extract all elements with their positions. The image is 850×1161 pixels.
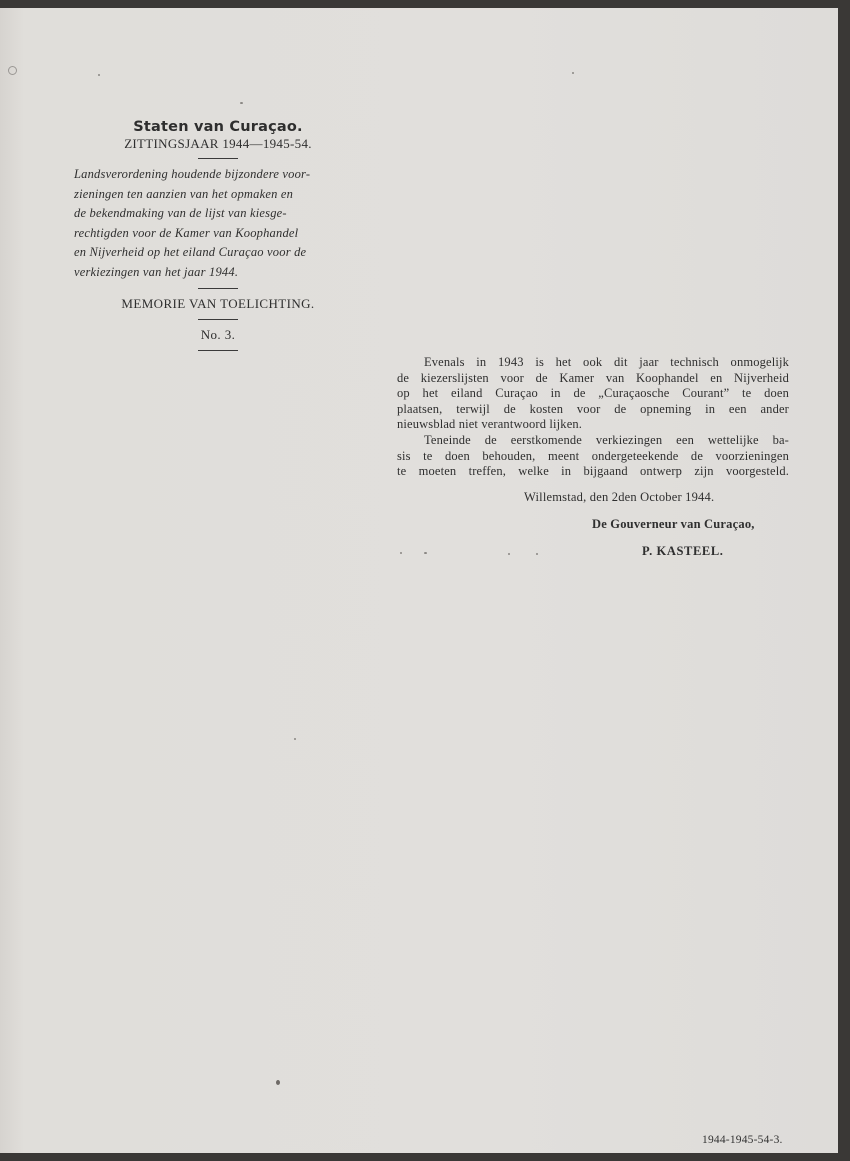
left-column: [70, 118, 366, 357]
session-year: ZITTINGSJAAR 1944—1945-54.: [124, 136, 312, 151]
paper-speck: [400, 552, 402, 554]
subject-line: rechtigden voor de Kamer van Koophandel: [74, 225, 299, 240]
signatory-name: P. KASTEEL.: [642, 544, 724, 558]
subject-line: zieningen ten aanzien van het opmaken en: [74, 186, 294, 201]
place-and-date: Willemstad, den 2den October 1944.: [524, 490, 715, 504]
paper-speck: [8, 66, 17, 75]
body-line: op het eiland Curaçao in de „Curaçaosche Courant” te doen: [397, 386, 789, 401]
document-code: 1944-1945-54-3.: [702, 1134, 783, 1146]
subject-line: verkiezingen van het jaar 1944.: [74, 264, 239, 279]
divider: [198, 350, 238, 351]
memo-number: No. 3.: [200, 327, 236, 342]
body-line: Evenals in 1943 is het ook dit jaar technisch onmogelijk: [424, 355, 789, 369]
scan-border-bottom: [0, 1153, 850, 1161]
paper-speck: [276, 1080, 280, 1085]
explanation-body: [397, 355, 789, 480]
governor-title: De Gouverneur van Curaçao,: [592, 517, 755, 531]
divider: [198, 158, 238, 159]
body-line: de kiezerslijsten voor de Kamer van Koophandel en Nijverheid: [397, 370, 789, 385]
paper-speck: [536, 553, 538, 555]
body-line: te moeten treffen, welke in bijgaand ontwerp zijn voorgesteld.: [397, 464, 789, 479]
paper-speck: [240, 102, 243, 104]
subject-line: en Nijverheid op het eiland Curaçao voor de: [74, 245, 307, 259]
body-line: sis te doen behouden, meent ondergeteekende de voorzieningen: [397, 448, 789, 463]
body-line: Teneinde de eerstkomende verkiezingen een wettelijke ba-: [424, 432, 789, 447]
paper-speck: [294, 738, 296, 740]
paper-speck: [98, 74, 100, 76]
subject-line: de bekendmaking van de lijst van kiesge-: [74, 206, 287, 220]
document-title: Staten van Curaçao.: [133, 119, 303, 135]
scan-border-top: [0, 0, 850, 8]
paper-speck: [572, 72, 574, 74]
memo-title: MEMORIE VAN TOELICHTING.: [121, 296, 315, 311]
divider: [198, 288, 238, 289]
document-page: [0, 8, 838, 1153]
body-line: plaatsen, terwijl de kosten voor de opneming in een ander: [397, 401, 789, 416]
scan-border-right: [838, 0, 850, 1161]
subject-line: Landsverordening houdende bijzondere voor-: [74, 167, 311, 181]
paper-speck: [508, 553, 510, 555]
subject-description: [70, 165, 366, 282]
body-line: nieuwsblad niet verantwoord lijken.: [397, 417, 583, 432]
paper-speck: [424, 552, 427, 554]
divider: [198, 319, 238, 320]
